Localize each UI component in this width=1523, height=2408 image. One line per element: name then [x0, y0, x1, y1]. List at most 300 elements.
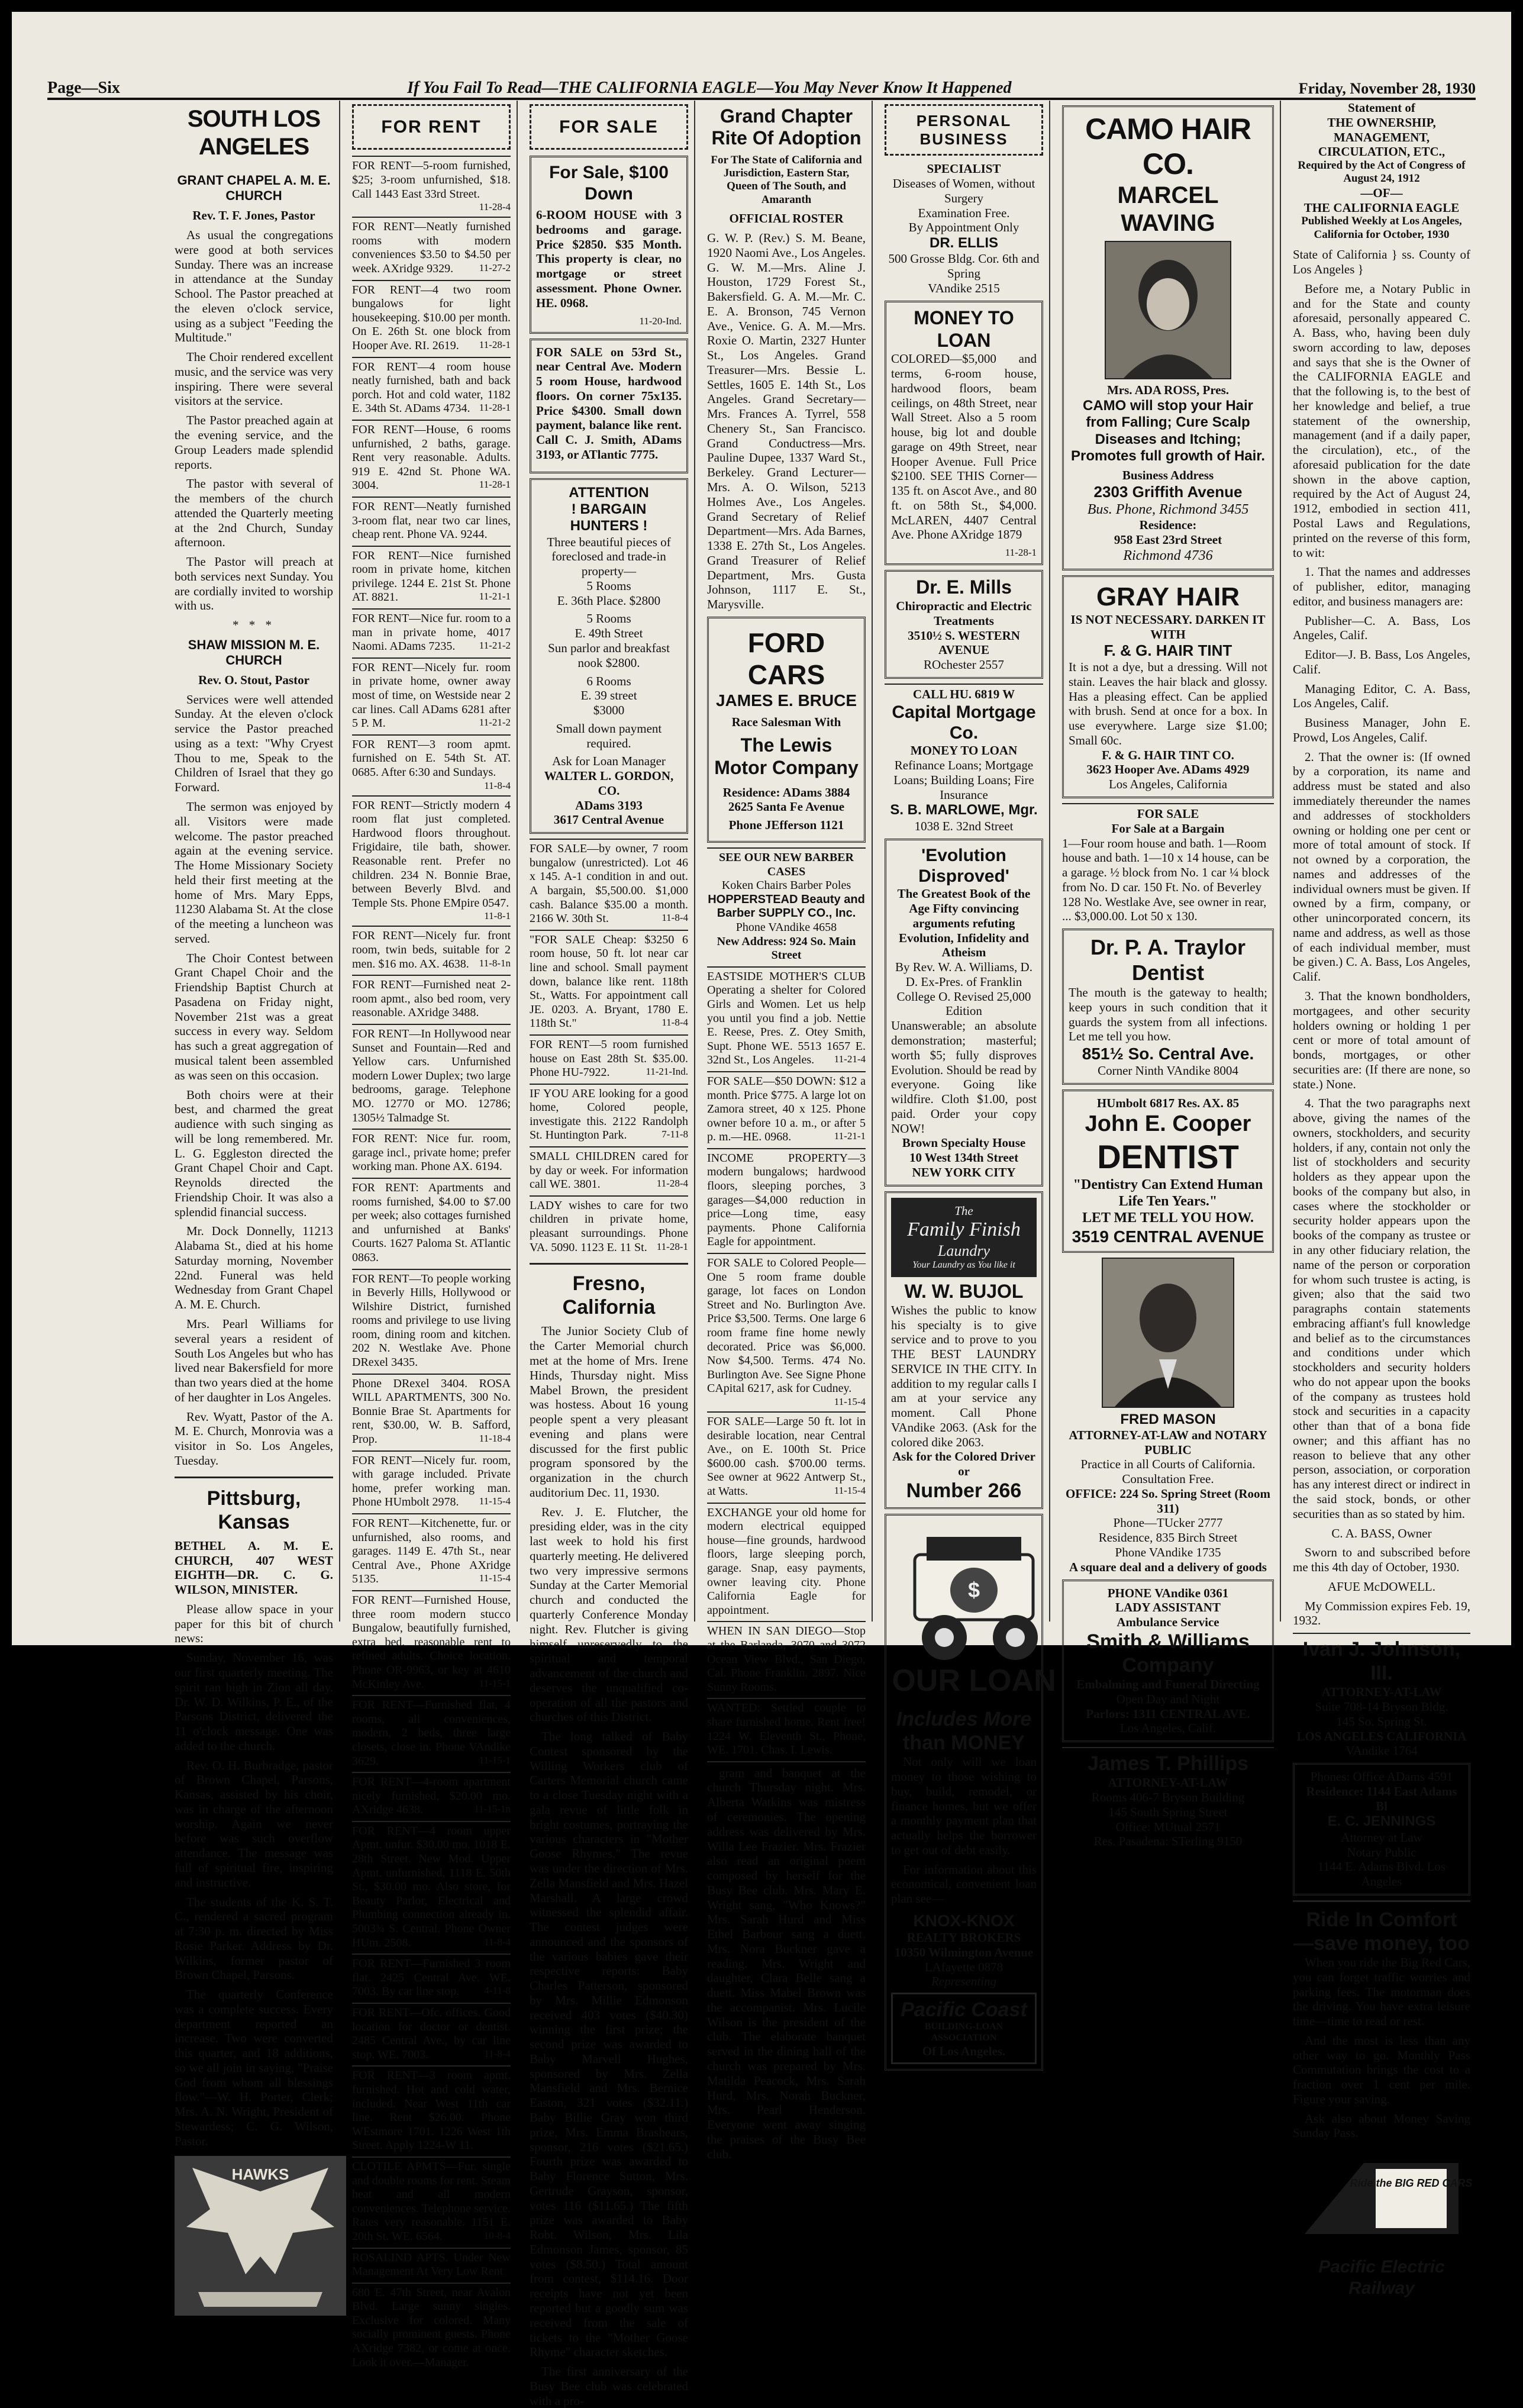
- column-personal-business: [879, 101, 1056, 2058]
- statement-head: —OF—: [1360, 185, 1403, 200]
- ad-code: 11-8-4: [484, 2048, 511, 2059]
- ad-text: FOR RENT—5 room furnished house on East 28th St. $35.00. Phone HU-7922.: [530, 1037, 688, 1079]
- section-head-personal-business: PERSONAL BUSINESS: [885, 104, 1043, 156]
- ad-code: 11-15-4: [479, 1572, 511, 1584]
- ad-line: 1144 E. Adams Blvd. Los Angeles: [1317, 1859, 1446, 1889]
- article-paragraph: The Choir rendered excellent music, and the service was very inspiring. There were several visitors at the service.: [175, 350, 333, 408]
- ad-capital-mortgage: [885, 684, 1043, 834]
- statement-text: Before me, a Notary Public in and for the State and county aforesaid, personally appeared C. A. Bass, who, having been duly sworn according to law, deposes and says that she is the Owner of the CALIFORNIA EAGLE and that the following is, to the best of her knowledge and belief, a true statement of the ownership, management (and if a daily paper, the circulation), etc., of the aforesaid publication for the date shown in the above caption, required by the Act of August 24, 1912, embodied in section 411, Postal Laws and Regulations, printed on the reverse of this form, to wit:: [1293, 281, 1470, 560]
- classified-ad: [352, 608, 511, 657]
- statement-text: My Commission expires Feb. 19, 1932.: [1293, 1598, 1471, 1628]
- laundry-logo-text: Your Laundry as You like it: [912, 1260, 1015, 1271]
- ad-dr-mills: [885, 570, 1043, 679]
- ad-line: 2625 Santa Fe Avenue: [728, 800, 845, 814]
- ad-line: Refinance Loans; Mortgage Loans; Building Loans; Fire Insurance: [893, 758, 1034, 802]
- ad-code: 11-21-1: [479, 591, 511, 602]
- ad-line: ROchester 2557: [924, 657, 1004, 672]
- ad-line: E. 39 street: [580, 688, 637, 703]
- classified-ad: [707, 1698, 866, 1761]
- ad-mothers-club: [707, 966, 866, 1071]
- ad-line: E. 36th Place. $2800: [557, 593, 661, 608]
- ad-line: Bus. Phone, Richmond 3455: [1087, 501, 1249, 517]
- ad-line: The Lewis Motor Company: [714, 734, 859, 778]
- ad-james-phillips: [1062, 1747, 1274, 1849]
- article-paragraph: Please allow space in your paper for this bit of church news:: [175, 1601, 333, 1646]
- classified-ad: [352, 657, 511, 734]
- ad-headline: E. C. JENNINGS: [1327, 1813, 1436, 1830]
- ad-line: "Dentistry Can Extend Human Life Ten Years.": [1073, 1176, 1263, 1209]
- ad-line: 500 Grosse Bldg. Cor. 6th and Spring: [888, 252, 1040, 281]
- ad-line: KNOX-KNOX: [913, 1911, 1015, 1930]
- ad-for-sale-100-down: [530, 156, 688, 333]
- classified-ad: [352, 497, 511, 546]
- classified-ad: [352, 1513, 511, 1590]
- ad-line: Embalming and Funeral Directing: [1076, 1677, 1260, 1692]
- ad-ivan-johnson: [1293, 1633, 1470, 1758]
- ad-john-cooper-dentist: [1062, 1089, 1274, 1253]
- ad-headline: W. W. BUJOL: [904, 1281, 1024, 1303]
- classified-ads-list: [707, 1071, 866, 1761]
- eagle-illustration: [175, 2156, 346, 2316]
- eagle-ad-text: HAWKS: [231, 2165, 289, 2183]
- ad-line: IS NOT NECESSARY. DARKEN IT WITH: [1070, 612, 1266, 642]
- statement-text: AFUE McDOWELL.: [1328, 1579, 1435, 1594]
- ad-line: JAMES E. BRUCE: [715, 691, 857, 710]
- ad-text: FOR RENT—Nicely fur. room, with garage included. Private home, prefer working man. Phone HUmbolt 2978.: [352, 1453, 511, 1509]
- classified-ad: [352, 795, 511, 926]
- ad-text: FOR RENT: Nice fur. room, garage incl., private home; prefer working man. Phone AX. 6194.: [352, 1132, 511, 1174]
- classified-ad: [352, 2283, 511, 2374]
- ad-smith-williams: [1062, 1579, 1274, 1743]
- ad-code: 11-8-4: [662, 912, 688, 924]
- ad-line: Suite 708-14 Bryson Bldg.: [1315, 1700, 1448, 1714]
- article-paragraph: Mrs. Pearl Williams for several years a resident of South Los Angeles but who has lived near Bakersfield for more than two years died at the home of her daughter in Los Angeles.: [175, 1317, 333, 1404]
- ad-line: Number 266: [906, 1479, 1022, 1502]
- classified-ad: [707, 1071, 866, 1148]
- ad-53rd-street: [530, 339, 688, 473]
- statement-text: 3. That the known bondholders, mortgagees, and other security holders owning or holding 1 per cent or more of total amount of bonds, mortgages, or other securities are: (If there are none, so state.) None.: [1293, 988, 1470, 1091]
- ad-text: FOR RENT—Furnished 3 room flat. 2425 Central Ave. WE. 7003. By car line stop.: [352, 1957, 511, 1998]
- classified-ad: [352, 975, 511, 1024]
- ad-text: When you ride the Big Red Cars, you can forget traffic worries and parking fees. The motorman does the driving. You have extra leisure time—time to read or rest.: [1293, 1955, 1470, 2029]
- ad-code: 11-15-1n: [474, 1803, 511, 1815]
- ad-line: 145 South Spring Street: [1108, 1804, 1228, 1819]
- ad-line: Representing: [931, 1974, 997, 1989]
- ad-code: 11-15-1: [479, 1754, 511, 1766]
- ad-code: 11-21-1: [834, 1130, 866, 1142]
- statement-text: Business Manager, John E. Prowd, Los Angeles, Calif.: [1293, 715, 1470, 744]
- classified-ad: [352, 1178, 511, 1269]
- ad-text: FOR SALE—$50 DOWN: $12 a month. Price $775. A large lot on Zamora street, 40 x 125. Phone owner before 10 a. m., or after 5 p. m.—HE. 0968.: [707, 1074, 866, 1144]
- ad-code: 11-8-1: [484, 910, 511, 922]
- ad-pacific-electric: [1293, 1900, 1473, 2299]
- ad-line: LOS ANGELES CALIFORNIA: [1296, 1729, 1467, 1743]
- ad-line: 851½ So. Central Ave.: [1082, 1045, 1254, 1063]
- ad-line: 1—Four room house and bath. 1—Room house and bath. 1—10 x 14 house, can be a garage. ½ block from No. 1 car ¼ block from No. D car. 150 Ft. No. of Beverley 128 No. Westlake Ave, see owner in rear, ... $3,000.00. Lot 50 x 130.: [1062, 836, 1270, 924]
- ad-line: REALTY BROKERS: [906, 1930, 1021, 1945]
- ad-line: ATTORNEY-AT-LAW: [1321, 1685, 1442, 1700]
- ad-code: 11-28-1: [479, 339, 511, 350]
- ad-line: By Appointment Only: [908, 220, 1019, 235]
- ad-text: FOR RENT—Ofc. offices. Good location for doctor or dentist. 2485 Central Ave., by car line stop. WE. 7003.: [352, 2006, 511, 2061]
- ad-line: MONEY TO LOAN: [910, 743, 1018, 758]
- headline-south-los-angeles: SOUTH LOS ANGELES: [187, 106, 321, 160]
- ad-code: 4-11-8: [484, 1985, 511, 1997]
- classified-ad: [352, 2003, 511, 2065]
- statement-text: 1. That the names and addresses of publisher, editor, managing editor, and business managers are:: [1293, 565, 1470, 608]
- ad-line: 10350 Wilmington Avenue: [894, 1945, 1034, 1959]
- ad-headline: 'Evolution Disproved': [918, 845, 1009, 886]
- statement-head: Required by the Act of Congress of August 24, 1912: [1298, 159, 1466, 185]
- ad-line: Brown Specialty House: [902, 1136, 1026, 1150]
- column-for-rent: [346, 101, 518, 2369]
- ad-text: FOR RENT—Nice furnished room in private home, kitchen privilege. 1244 E. 21st St. Phone AT. 8821.: [352, 549, 511, 604]
- article-paragraph: Services were well attended Sunday. At the eleven o'clock service the Pastor preached using as a text: "Why Cryest Thou to me, Speak to the Children of Israel that they go Forward.: [175, 692, 333, 795]
- ad-line: Los Angeles, California: [1108, 777, 1228, 792]
- ad-line: The Greatest Book of the Age Fifty convincing arguments refuting Evolution, Infidelity and Atheism: [897, 887, 1031, 960]
- logo-text: Of Los Angeles.: [922, 2043, 1006, 2058]
- ad-headline: ! BARGAIN HUNTERS !: [570, 501, 648, 534]
- portrait-icon: [1106, 242, 1230, 378]
- ad-line: VAndike 2515: [928, 281, 1000, 296]
- ad-line: LADY ASSISTANT: [1115, 1600, 1221, 1615]
- ad-headline: FOR SALE: [1137, 806, 1199, 821]
- ad-code: 11-28-1: [479, 479, 511, 491]
- classified-ad: [530, 839, 688, 930]
- statement-text: Managing Editor, C. A. Bass, Los Angeles, Calif.: [1293, 681, 1470, 711]
- ad-line: OFFICE: 224 So. Spring Street (Room 311): [1065, 1486, 1271, 1516]
- ad-line: Business Address: [1122, 468, 1214, 483]
- classified-ad: [352, 546, 511, 608]
- pastor-grant: Rev. T. F. Jones, Pastor: [192, 208, 315, 223]
- ad-text: EASTSIDE MOTHER'S CLUB Operating a shelter for Colored Girls and Women. Let us help you until you find a job. Nettie E. Reese, Pres. Z. Otey Smith, Supt. Phone WE. 5513 1657 E. 32nd St., Los Angeles.: [707, 969, 866, 1067]
- ad-headline: Ride In Comfort: [1306, 1908, 1457, 1931]
- masthead-slogan: If You Fail To Read—THE CALIFORNIA EAGLE—You May Never Know It Happened: [407, 79, 1012, 97]
- ad-line: Mrs. ADA ROSS, Pres.: [1106, 383, 1230, 398]
- ad-text: FOR RENT—In Hollywood near Sunset and Fountain—Red and Yellow cars. Unfurnished modern Lower Duplex; two large bedrooms, garage. Telephone MO. 12770 or MO. 12786; 1305½ Talmadge St.: [352, 1027, 511, 1124]
- ad-text: FOR RENT—4 room upper Apmt. unfur. $30.00 mo. 1018 E. 28th Street. New Mod. Upper Apmt. unfurnished, 1118 E. 50th St., $30.00 mo. Also store, for Beauty Parlor, Electrical and Plumbing connection already in. 5003¾ S. Central. Phone Owner HUm. 2508.: [352, 1824, 511, 1949]
- ad-line: CALL HU. 6819 W: [912, 686, 1015, 701]
- ad-line: than MONEY: [903, 1732, 1025, 1755]
- ad-text: FOR RENT—4 two room bungalows for light housekeeping. $10.00 per month. On E. 26th St. one block from Hooper Ave. RI. 2619.: [352, 283, 511, 352]
- eagle-icon: [175, 2156, 346, 2316]
- ad-text: FOR RENT—Nicely fur. room in private home, owner away most of time, on Westside near 2 car lines. Call ADams 6281 after 5 P. M.: [352, 660, 511, 730]
- statement-text: Publisher—C. A. Bass, Los Angeles, Calif.: [1293, 613, 1470, 643]
- classified-ad: [352, 357, 511, 420]
- statement-text: Sworn to and subscribed before me this 4th day of October, 1930.: [1293, 1545, 1470, 1575]
- ad-camo-hair: [1062, 105, 1274, 570]
- roster-text: G. W. P. (Rev.) S. M. Beane, 1920 Naomi Ave., Los Angeles. G. W. M.—Mrs. Aline J. Houston, 1729 Forest St., Bakersfield. G. A. M.—Mr. C. E. A. Bronson, 745 Vernon Ave., Venice. G. A. M.—Mrs. Roxie O. Martin, 2327 Hunter St., Los Angeles. Grand Treasurer—Mrs. Bessie L. Settles, 1605 E. 14th St., Los Angeles. Grand Secretary—Mrs. Frances A. Tyrrel, 558 Chenery St., San Francisco. Grand Conductress—Mrs. Pauline Dupee, 1337 Ward St., Berkeley. Grand Lecturer—Mrs. A. O. Wilson, 5213 Holmes Ave., Los Angeles. Grand Secretary of Relief Department—Mrs. Ada Barnes, 1338 E. 27th St., Los Angeles. Grand Treasurer of Relief Department, Mrs. Gusta Johnson, 1117 E. St., Marysville.: [707, 230, 866, 612]
- ad-code: 11-28-4: [479, 201, 511, 213]
- laundry-logo-text: Family Finish: [907, 1218, 1021, 1241]
- article-paragraph: The Choir Contest between Grant Chapel Choir and the Friendship Baptist Church at Pasadena on Friday night, November 21st was a great success in every way. Seldom has such a great aggregation of musical talent been assembled as was seen on this occasion.: [175, 950, 333, 1082]
- column-grand-chapter: [701, 101, 873, 2161]
- ad-line: Unanswerable; an absolute demonstration; masterful; worth $5; fully disproves Evolution. Should be read by everyone. Going like wildfire. Cloth $1.00, post paid. Order your copy NOW!: [891, 1018, 1037, 1136]
- ad-line: LET ME TELL YOU HOW.: [1082, 1210, 1254, 1226]
- ad-ford-cars: [707, 617, 866, 843]
- classified-ad: [352, 2156, 511, 2248]
- ad-text: FOR SALE to Colored People—One 5 room frame double garage, lot faces on London Street and No. Burlington Ave. Price $3,500. Terms. One large 6 room frame fine home newly decorated. Price was $6,000. Now $4,500. Terms. 474 No. Burlington Ave. See Signe Phone CApital 6217, ask for Cudney.: [707, 1256, 866, 1395]
- ad-headline: DENTIST: [1097, 1137, 1239, 1175]
- ad-line: 3519 CENTRAL AVENUE: [1072, 1227, 1264, 1246]
- red-cars-illustration: [1293, 2145, 1473, 2252]
- ad-line: Rooms 406-7 Bryson Building: [1091, 1790, 1245, 1804]
- ad-line: F. & G. HAIR TINT: [1103, 642, 1232, 660]
- ad-code: 11-15-4: [834, 1395, 866, 1407]
- ad-barber-supply: [707, 847, 866, 966]
- ad-code: 11-8-4: [662, 1017, 688, 1029]
- ad-headline: James T. Phillips: [1087, 1752, 1249, 1775]
- ad-line: 5 Rooms: [586, 611, 631, 626]
- ad-line: Residence:: [1139, 518, 1197, 533]
- article-paragraph: Both choirs were at their best, and charmed the great audience with such singing as will be long remembered. Mr. L. G. Eggleston directed the Grant Chapel Choir and Capt. Reynolds directed the Friendship Choir. It was also a splendid financial success.: [175, 1087, 333, 1219]
- ad-text: FOR SALE on 53rd St., near Central Ave. Modern 5 room House, hardwood floors. On corner 75x135. Price $4300. Small down payment, balance like rent. Call C. J. Smith, ADams 3193, or ATlantic 7775.: [536, 344, 682, 462]
- ad-fred-mason: [1062, 1258, 1274, 1575]
- classified-ad: [707, 1253, 866, 1411]
- ad-line: Diseases of Women, without Surgery: [892, 176, 1035, 205]
- classified-ad: [352, 1954, 511, 2003]
- article-paragraph: The first anniversary of the Busy Bee club was celebrated with a pro-: [530, 2364, 688, 2408]
- red-cars-logo-text: Ride the BIG RED CARS: [1350, 2177, 1473, 2190]
- ad-text: EXCHANGE your old home for modern electrical equipped house—fine grounds, hardwood floors, large sleeping porch, garage. Snap, easy payments, owner leaving city. Phone California Eagle for appointment.: [707, 1506, 866, 1617]
- article-paragraph: The sermon was enjoyed by all. Visitors were made welcome. The pastor preached again at the evening service. The Home Missionary Society held their first meeting at the home of Mrs. Mary Epps, 11230 Alabama St. At the close of the meeting a luncheon was served.: [175, 799, 333, 946]
- ad-text: FOR RENT—4 room house neatly furnished, bath and back porch. Hot and cold water, 1182 E. 34th St. ADams 4734.: [352, 360, 511, 415]
- classified-ad: [707, 1411, 866, 1503]
- classified-ad: [530, 1084, 688, 1146]
- classified-ad: [707, 1148, 866, 1253]
- statement-text: State of California } ss. County of Los Angeles }: [1293, 247, 1470, 276]
- portrait-fred-mason: [1102, 1258, 1234, 1408]
- logo-text: BUILDING-LOAN ASSOCIATION: [924, 2022, 1003, 2043]
- logo-text: Pacific Coast: [901, 1998, 1027, 2022]
- roster-head: OFFICIAL ROSTER: [729, 211, 844, 226]
- ad-headline: John E. Cooper: [1085, 1111, 1251, 1136]
- ad-line: 958 East 23rd Street: [1114, 532, 1222, 547]
- article-paragraph: As usual the congregations were good at both services Sunday. There was an increase in attendance at the Sunday School. The Pastor preached at the eleven o'clock service, using as a subject "Feeding the Multitude.": [175, 228, 333, 345]
- classified-ad: [352, 926, 511, 975]
- ad-code: 11-27-2: [479, 262, 511, 273]
- ad-text: FOR RENT—3 room apmt. furnished. Hot and cold water, included. Near West 11th car line. Rent $26.00. Phone WEstmore 1701. 1226 West 1th Street. Apply 1224-W 11.: [352, 2069, 511, 2152]
- ad-code: 11-15-4: [479, 1495, 511, 1507]
- ad-line: Phone—TUcker 2777: [1113, 1516, 1223, 1530]
- ad-line: Chiropractic and Electric Treatments: [896, 599, 1032, 628]
- headline-pittsburg-kansas: Pittsburg, Kansas: [175, 1477, 333, 1534]
- classified-ad: [352, 1695, 511, 1772]
- classified-ad: [530, 1195, 688, 1258]
- ad-headline: FORD CARS: [747, 627, 825, 691]
- newspaper-page: [12, 12, 1511, 2408]
- classified-ad: [352, 1590, 511, 1695]
- ad-line: 1038 E. 32nd Street: [914, 818, 1014, 833]
- ad-headline: Dentist: [1131, 960, 1204, 985]
- column-for-sale: [524, 101, 695, 2408]
- ad-bargain-hunters: [530, 478, 688, 834]
- ad-code: 11-28-1: [656, 1240, 688, 1252]
- ad-line: Includes More: [896, 1708, 1032, 1731]
- classified-ad: [352, 2248, 511, 2283]
- ad-code: 11-28-4: [656, 1178, 688, 1190]
- ad-dr-ellis: [885, 162, 1043, 295]
- article-paragraph: The long talked of Baby Contest sponsored by the Willing Workers club of Carters Memorial church came to a close Tuesday night with a gala revue of little folk in bright costumes, portraying the various characters in "Mother Goose Rhymes." The revue was under the direction of Mrs. Zella Mansfield and Mrs. Hazel Marshall. A large crowd witnessed the splendid affair. The contest judges were announced and the sponsors of the various babies gave their respective reports: Baby Charles Patterson, sponsored by Mrs. Millie Edmonson received 403 votes ($40.30) winning the first prize; the second prize was awarded to Baby Marvell Hughes, sponsored by Mrs. Zella Mansfield and Mrs. Bernice Easton, 321 votes ($32.11.) Baby Billie Gray won third prize, Mrs. Emma Brashears, sponsor, 216 votes ($21.65.) Fourth prize was awarded to Baby Florence Sutton, Mrs. Gertrude Grayson, sponsor, votes 116 ($11.65.) The fifth prize was awarded to Baby Robt. Wilson, Mrs. Lila Edmonson James, sponsor, 85 votes ($8.50.) Total amount from contest, $114.16. Door receipts have not yet been reported but a goodly sum was received from the sale of tickets to the "Mother Goose Rhyme" character sketches.: [530, 1729, 688, 2359]
- ad-line: WALTER L. GORDON, CO.: [544, 769, 674, 798]
- article-paragraph: gram and banquet at the church Thursday night. Mrs. Alberta Watkins was mistress of ceremonies. The opening address was delivered by Mrs. Willa Lee Frazier. Mrs. Frazier also read an original poem composed by herself for the Busy Bee club. Mrs. Mary E. Wright sang, "Who Knows?" Mrs. Sarah Hurd and Miss Ethel Barbour sang a duett. Mrs. Nora Buckner gave a reading. Mrs. Wright and daughter, Clara Belle sang a duett. Miss Mabel Brown was the accompanist. Mrs. Lucile Wilson is the president of the club. The elaborate banquet served in the dining hall of the church was prepared by Mrs. Matilda Peacock, Mrs. Sarah Hurd, Mrs. Norah Buckner, Mrs. Pearl Henderson. Everyone went away singing the praises of the Busy Bee club.: [707, 1761, 866, 2162]
- ad-code: 11-21-Ind.: [646, 1066, 688, 1078]
- streetcar-icon: [1293, 2145, 1473, 2252]
- ad-text: FOR RENT: Apartments and rooms furnished, $4.00 to $7.00 per week; also cottages furnished and unfurnished at Banks' Courts. 1627 Paloma St. ATlantic 0863.: [352, 1181, 511, 1264]
- classified-ad: [352, 1269, 511, 1374]
- svg-text:$: $: [967, 1578, 980, 1603]
- statement-text: C. A. BASS, Owner: [1331, 1526, 1432, 1540]
- ad-line: 3623 Hooper Ave. ADams 4929: [1086, 762, 1250, 777]
- ad-gray-hair: [1062, 575, 1274, 798]
- classified-ad: [530, 1034, 688, 1084]
- pacific-coast-logo: [891, 1993, 1037, 2064]
- ad-line: Corner Ninth VAndike 8004: [1098, 1063, 1238, 1078]
- ad-text: FOR RENT—5-room furnished, $25; 3-room unfurnished, $18. Call 1443 East 33rd Street.: [352, 159, 511, 201]
- ad-line: Wishes the public to know his specialty is to give service and to prove to you THE BEST LAUNDRY SERVICE IN THE CITY. In addition to my regular calls I am at your service any moment. Call Phone VAndike 2063. (Ask for the colored dike 2063.: [891, 1303, 1037, 1449]
- ad-line: Small down payment required.: [556, 721, 662, 750]
- ad-line: Office: MUtual 2571: [1115, 1819, 1221, 1834]
- ad-code: 11-8-4: [484, 779, 511, 791]
- ad-text: IF YOU ARE looking for a good home, Colored people, investigate this. 2122 Randolph St. Huntington Park.: [530, 1087, 688, 1142]
- ad-text: FOR RENT—Furnished neat 2-room apmt., also bed room, very reasonable. AXridge 3488.: [352, 978, 511, 1020]
- ad-for-sale-bargain: [1062, 803, 1274, 924]
- ad-line: For Sale at a Bargain: [1111, 821, 1225, 836]
- ad-line: Phones: Office ADams 4591: [1310, 1769, 1453, 1784]
- ad-line: Ask for Loan Manager: [552, 754, 666, 769]
- ad-text: FOR RENT—Neatly furnished 3-room flat, near two car lines, cheap rent. Phone VA. 9244.: [352, 499, 511, 541]
- ad-line: DR. ELLIS: [929, 235, 998, 252]
- portrait-ada-ross: [1105, 241, 1231, 379]
- classified-ad: [352, 2065, 511, 2156]
- ad-line: Attorney at Law: [1341, 1830, 1422, 1845]
- statement-text: Editor—J. B. Bass, Los Angeles, Calif.: [1293, 647, 1470, 676]
- ad-line: Race Salesman With: [731, 715, 841, 730]
- ad-code: 11-15-1: [479, 1677, 511, 1689]
- rent-ads-list: [352, 156, 511, 2373]
- ad-text: FOR SALE—by owner, 7 room bungalow (unrestricted). Lot 46 x 145. A-1 condition in and out. A bargain, $5,500.00. $1,000 cash. Balance $35.00 a month. 2166 W. 30th St.: [530, 842, 688, 926]
- classified-ad: [352, 734, 511, 795]
- classified-ad: [530, 1146, 688, 1195]
- ad-code: 11-21-4: [834, 1053, 866, 1065]
- column-camo-hair: [1056, 101, 1281, 1849]
- article-paragraph: The students of the K. S. T. C., rendered a sacred program at 7:30 p. m. directed by Miss Rosie Parker. Address by Dr. Wilkins, former pastor of Brown Chapel, Parsons.: [175, 1894, 333, 1983]
- ad-headline: Ivan J. Johnson, III.: [1302, 1638, 1461, 1685]
- ad-line: Richmond 4736: [1123, 547, 1213, 563]
- ad-code: 7-11-8: [662, 1129, 688, 1140]
- subhead-bethel: BETHEL A. M. E. CHURCH, 407 WEST EIGHTH—DR. C. G. WILSON, MINISTER.: [175, 1538, 333, 1597]
- ad-headline: Dr. P. A. Traylor: [1090, 935, 1246, 960]
- article-paragraph: The Junior Society Club of the Carter Memorial church met at the home of Mrs. Irene Hinds, Thursday night. Miss Mabel Brown, the president was hostess. About 16 young people spent a very pleasant evening and plans were discussed for the first public program sponsored by the organization in the church auditorium Dec. 11, 1930.: [530, 1324, 688, 1500]
- ad-line: 10 West 134th Street: [909, 1150, 1019, 1165]
- ad-code: 11-21-2: [479, 640, 511, 652]
- ad-line: Notary Public: [1347, 1845, 1416, 1859]
- ad-text: Phone DRexel 3404. ROSA WILL APARTMENTS, 300 No. Bonnie Brae St. Apartments for rent, $30.00, W. B. Safford, Prop.: [352, 1377, 511, 1446]
- issue-date: Friday, November 28, 1930: [1298, 80, 1476, 97]
- sale-ads-list: [530, 839, 688, 1258]
- ad-headline: ATTENTION: [569, 484, 649, 501]
- classified-ad: [352, 156, 511, 217]
- ad-line: Phone VAndike 1735: [1115, 1545, 1221, 1559]
- ad-line: It is not a dye, but a dressing. Will not stain. Leaves the hair black and glossy. Has a pleasing effect. Can be applied with brush. Send at once for a box. In use everywhere. Large size $1.00; Small 60c.: [1069, 660, 1267, 747]
- ad-code: 11-18-4: [479, 1433, 511, 1445]
- ad-money-to-loan: [885, 301, 1043, 566]
- article-paragraph: The quarterly Conference was a complete success. Every department reported an increase. Two were converted this quarter, and 18 additions, so we all join in saying, "Praise God from whom all blessings flow."—W. H. Porter, Clerk; Mrs. A. N. Wright, President of Stewardess; C. G. Wilson, Pastor.: [175, 1987, 333, 2148]
- ad-line: 145 So. Spring St.: [1336, 1714, 1427, 1729]
- ad-line: Parlors: 1311 CENTRAL AVE.: [1086, 1706, 1250, 1721]
- ad-line: Residence: 1144 East Adams Bl: [1306, 1784, 1457, 1813]
- car-illustration: [891, 1525, 1063, 1703]
- column-south-los-angeles: [169, 101, 340, 2183]
- ad-text: Ask also about Money Saving Sunday Pass.: [1293, 2111, 1470, 2141]
- ad-headline: FRED MASON: [1120, 1411, 1216, 1427]
- ad-headline: MONEY TO LOAN: [914, 307, 1014, 351]
- ad-line: 3510½ S. WESTERN AVENUE: [908, 628, 1020, 657]
- ad-text: Not only will we loan money to those wishing to buy, build, remodel, or finance homes, but we offer a monthly payment plan that actually helps the borrower to get out of debt easily.: [891, 1755, 1037, 1857]
- loan-headline: OUR LOAN: [892, 1664, 1056, 1698]
- article-paragraph: Mr. Dock Donnelly, 11213 Alabama St., died at his home Saturday morning, November 22nd. Funeral was held Wednesday from Grant Chapel A. M. E. Church.: [175, 1224, 333, 1312]
- classified-ad: [352, 280, 511, 357]
- statement-text: 2. That the owner is: (If owned by a corporation, its name and address must be stated and also immediately thereunder the names and addresses of stockholders owning or holding one per cent or more of total amount of stock. If not owned by a corporation, the names and addresses of the individual owners must be given. If owned by a firm, company, or other unincorporated concern, its name and address, as well as those of each individual member, must be given.) C. A. Bass, Los Angeles, Calif.: [1293, 749, 1470, 984]
- ad-line: $3000: [593, 703, 625, 718]
- classified-ad: [352, 420, 511, 497]
- statement-text: 4. That the two paragraphs next above, giving the names of the owners, stockholders, and security holders, if any, contain not only the list of stockholders and security holders as they appear upon the books of the company but also, in cases where the stockholder or security holder appears upon the books of the company as trustee or in any other fiduciary relation, the name of the person or corporation for whom such trustee is acting, is given; also that the said two paragraphs contain statements embracing affiant's full knowledge and belief as to the circumstances and conditions under which stockholders and security holders who do not appear upon the books of the company as trustees hold stock and securities in a capacity other than that of a bona fide owner; and this affiant has no reason to believe that any other person, association, or corporation has any interest direct or indirect in the said stock, bonds, or other securities than as so stated by him.: [1293, 1096, 1470, 1521]
- ad-text: FOR RENT—Furnished House, three room modern stucco Bungalow, beautifully furnished, extra bed, reasonable rent to refined adults. Choice location. Phone OR-9963, or key at 4610 McKinley Ave.: [352, 1593, 511, 1691]
- ad-line: HUmbolt 6817 Res. AX. 85: [1096, 1095, 1240, 1110]
- classified-ad: [352, 1450, 511, 1513]
- ad-text: FOR RENT—Neatly furnished rooms with modern conveniences $3.50 to $4.50 per week. AXridge 9329.: [352, 220, 511, 275]
- ad-line: SPECIALIST: [927, 162, 1001, 176]
- ad-code: 11-28-1: [1005, 547, 1037, 559]
- ad-text: FOR RENT—Strictly modern 4 room flat just completed. Hardwood floors throughout. Frigidaire, tile bath, shower. Reasonable rent. Prefer no children. 234 N. Bonnie Brae, between Beverly Blvd. and Temple Sts. Phone EMpire 0547.: [352, 798, 511, 910]
- article-paragraph: Rev. Wyatt, Pastor of the A. M. E. Church, Monrovia was a visitor in So. Los Angeles, Tuesday.: [175, 1409, 333, 1468]
- ad-text: 680 E. 47th Street, near Avalon Blvd. Large sunny singles. Exclusive for colored. Many socially prominent guests. Phone AXridge 7382, or come at once. Look it over.—Manager.: [352, 2285, 511, 2369]
- subhead-shaw-mission: SHAW MISSION M. E. CHURCH: [188, 637, 320, 668]
- ad-headline: —save money, too: [1293, 1932, 1470, 1955]
- statement-head: THE OWNERSHIP, MANAGEMENT, CIRCULATION, ETC.,: [1318, 115, 1445, 159]
- article-paragraph: Rev. J. E. Flutcher, the presiding elder, was in the city last week to hold his first quarterly meeting. He delivered two very impressive sermons Sunday at the Carter Memorial church and conducted the quarterly Conference Monday night. Rev. Flutcher is giving himself unreservedly to the spiritual and temporal advancement of the church and deserves the unqualified co-operation of all the pastors and churches of this District.: [530, 1504, 688, 1724]
- ad-text: SMALL CHILDREN cared for by day or week. For information call WE. 3801.: [530, 1150, 688, 1191]
- ad-line: 6 Rooms: [586, 673, 631, 688]
- ad-line: Phone JEfferson 1121: [728, 818, 844, 833]
- classified-ad: [352, 1772, 511, 1821]
- headline-fresno: Fresno, California: [530, 1263, 688, 1319]
- ad-line: ATTORNEY-AT-LAW: [1108, 1775, 1228, 1790]
- ad-code: 11-15-4: [834, 1485, 866, 1496]
- ad-line: LAfayette 0878: [924, 1959, 1003, 1974]
- ad-headline: MARCEL WAVING: [1117, 182, 1219, 237]
- ad-line: Residence: ADams 3884: [722, 785, 850, 800]
- masthead: [47, 62, 1476, 100]
- ad-text: FOR SALE—Large 50 ft. lot in desirable location, near Central Ave., on E. 100th St. Price $600.00 cash. $700.00 terms. See owner at 9622 Antwerp St., at Watts.: [707, 1415, 866, 1498]
- ad-line: Practice in all Courts of California. Consultation Free.: [1080, 1457, 1256, 1487]
- car-icon: [891, 1525, 1063, 1703]
- ad-line: Residence, 835 Birch Street: [1098, 1530, 1238, 1545]
- ad-line: Res. Pasadena: STerling 9150: [1093, 1834, 1243, 1849]
- ad-code: 11-8-1n: [479, 957, 511, 969]
- article-paragraph: Sunday, November 16, was our first quarterly meeting. The spirit ran high in Zion all day. Dr. W. D. Wilkins, P. E., of the Parsons District, delivered the 11 o'clock message. One was added to the church.: [175, 1651, 333, 1753]
- ad-text: WANTED: Settled couple to share furnished home. Rent free! 1224 W. Eleventh St., Phone, WE. 1701. Chas. I. Lewis.: [707, 1701, 866, 1757]
- section-head-for-rent: FOR RENT: [352, 104, 511, 150]
- ad-line: 3617 Central Avenue: [553, 813, 664, 827]
- ad-line: ATTORNEY-AT-LAW and NOTARY PUBLIC: [1069, 1427, 1267, 1457]
- classified-ad: [707, 1621, 866, 1698]
- ad-line: Phone VAndike 4658: [735, 920, 837, 934]
- ad-text: For information about this economical, convenient loan plan see—: [891, 1862, 1037, 1906]
- ad-text: FOR RENT—Nice fur. room to a man in private home, 4017 Naomi. ADams 7235.: [352, 612, 511, 653]
- ad-text: ROSALIND APTS. Under New Management At Very Low Rent: [352, 2251, 511, 2278]
- ad-headline: GRAY HAIR: [1096, 582, 1240, 611]
